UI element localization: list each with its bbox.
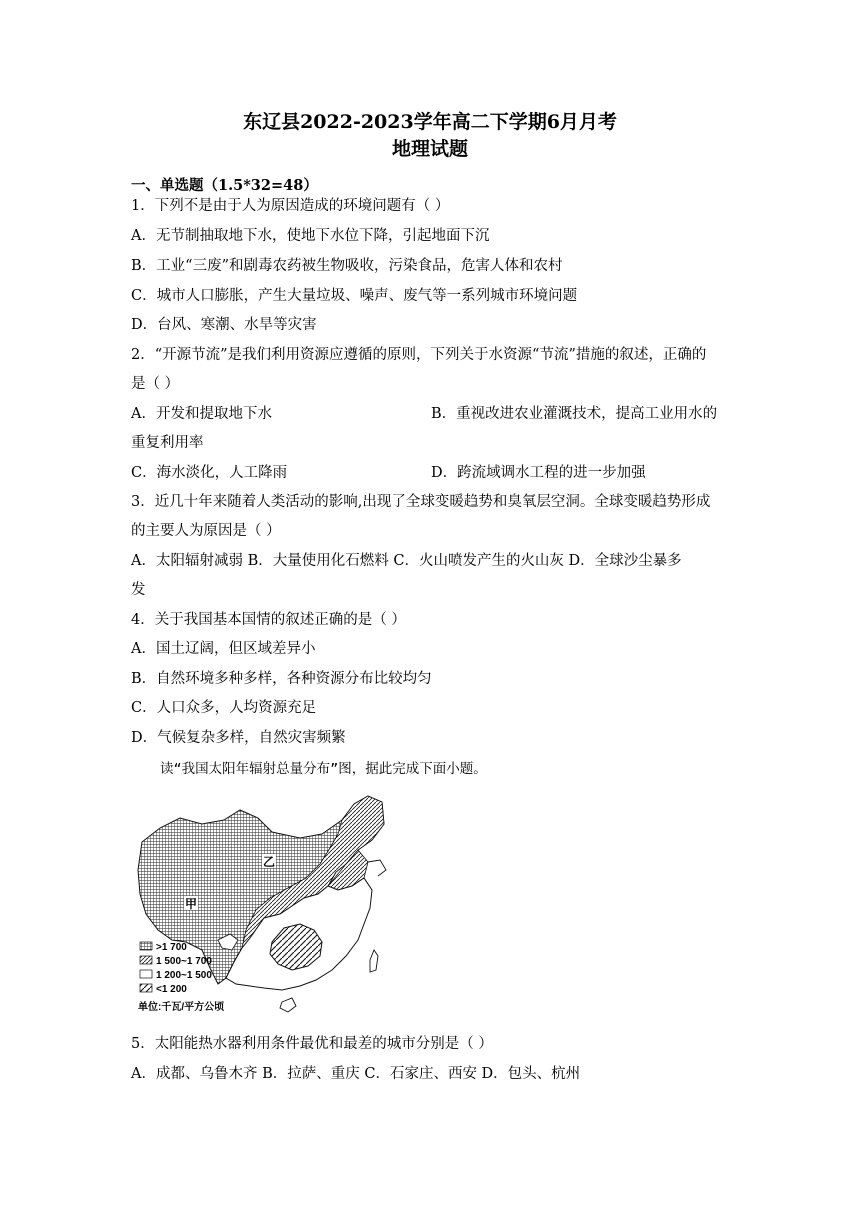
question-2-option-d: D．跨流域调水工程的进一步加强 — [431, 465, 646, 481]
legend-item-1: >1 700 — [156, 942, 187, 953]
question-4-option-b: B．自然环境多种多样，各种资源分布比较均匀 — [131, 671, 432, 687]
question-1-option-c: C．城市人口膨胀，产生大量垃圾、噪声、废气等一系列城市环境问题 — [131, 288, 578, 304]
question-3-options-cont: 发 — [131, 582, 146, 598]
question-3-stem-line2: 的主要人为原因是（ ） — [131, 523, 281, 539]
map-label-yi: 乙 — [263, 855, 276, 869]
question-2-option-b-cont: 重复利用率 — [131, 435, 204, 451]
question-4-option-a: A．国土辽阔，但区域差异小 — [131, 641, 316, 657]
legend-unit: 单位:千瓦/平方公顷 — [138, 1002, 225, 1013]
question-3-options: A．太阳辐射减弱 B．大量使用化石燃料 C．火山喷发产生的火山灰 D．全球沙尘暴多 — [131, 553, 682, 569]
question-2-option-a: A．开发和提取地下水 — [131, 406, 272, 422]
question-1-stem: 1．下列不是由于人为原因造成的环境问题有（ ） — [131, 198, 450, 214]
legend-item-2: 1 500~1 700 — [156, 956, 212, 967]
question-1-option-a: A．无节制抽取地下水，使地下水位下降，引起地面下沉 — [131, 228, 490, 244]
solar-radiation-map — [132, 790, 392, 1026]
question-1-option-b: B．工业“三废”和剧毒农药被生物吸收，污染食品，危害人体和农村 — [131, 258, 563, 274]
question-2-stem-line2: 是（ ） — [131, 376, 180, 392]
question-4-stem: 4．关于我国基本国情的叙述正确的是（ ） — [131, 612, 406, 628]
page-title: 东辽县2022-2023学年高二下学期6月月考 — [243, 111, 617, 133]
question-2-stem-line1: 2．“开源节流”是我们利用资源应遵循的原则，下列关于水资源“节流”措施的叙述，正确的 — [131, 347, 707, 363]
question-5-stem: 5．太阳能热水器利用条件最优和最差的城市分别是（ ） — [131, 1036, 493, 1052]
legend-item-3: 1 200~1 500 — [156, 970, 212, 981]
question-5-options: A．成都、乌鲁木齐 B．拉萨、重庆 C．石家庄、西安 D．包头、杭州 — [131, 1066, 581, 1082]
page-subtitle: 地理试题 — [391, 138, 468, 160]
question-3-stem-line1: 3．近几十年来随着人类活动的影响,出现了全球变暖趋势和臭氧层空洞。全球变暖趋势形成 — [131, 494, 711, 510]
legend-item-4: <1 200 — [156, 984, 187, 995]
question-2-option-c: C．海水淡化，人工降雨 — [131, 465, 288, 481]
question-4-option-d: D．气候复杂多样，自然灾害频繁 — [131, 730, 346, 746]
section-heading: 一、单选题（1.5*32=48） — [131, 177, 318, 194]
map-intro: 读“我国太阳年辐射总量分布”图，据此完成下面小题。 — [160, 761, 487, 777]
question-4-option-c: C．人口众多，人均资源充足 — [131, 700, 317, 716]
map-label-jia: 甲 — [185, 897, 198, 911]
question-1-option-d: D．台风、寒潮、水旱等灾害 — [131, 317, 317, 333]
question-2-option-b: B．重视改进农业灌溉技术，提高工业用水的 — [431, 406, 718, 422]
